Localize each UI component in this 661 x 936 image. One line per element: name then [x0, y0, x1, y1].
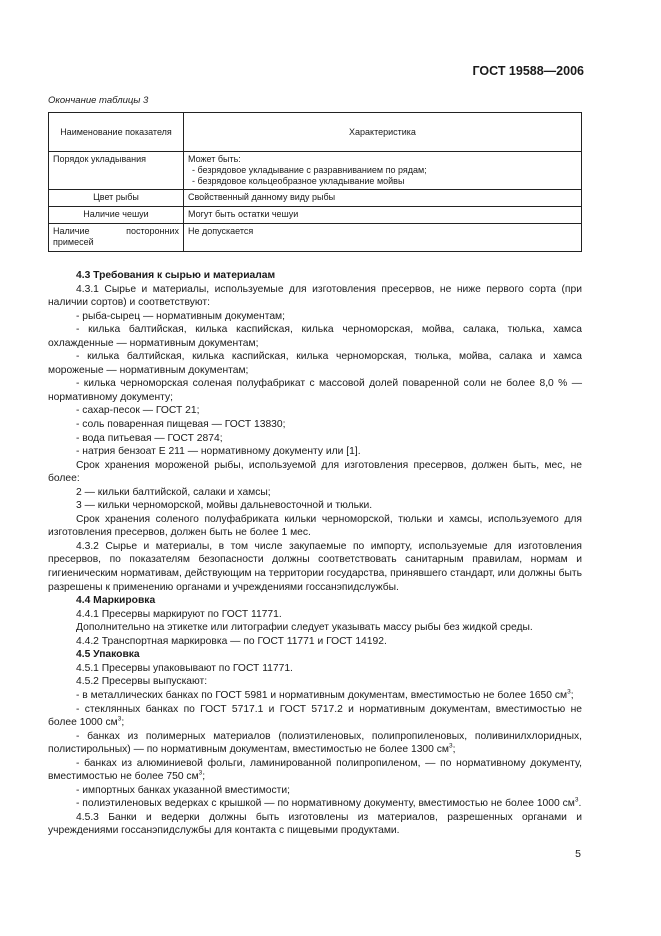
list-item-text: - банках из полимерных материалов (полиэтиленовых, полипропиленовых, поливинилхлоридных, полистирольных) — по нормативным документам, вместимостью не более 1300 см — [48, 730, 582, 756]
row-value-line: - безрядовое кольцеобразное укладывание мойвы — [192, 176, 405, 186]
paragraph: 4.4.2 Транспортная маркировка — по ГОСТ 11771 и ГОСТ 14192. — [76, 635, 387, 647]
standard-designation: ГОСТ 19588—2006 — [472, 64, 584, 78]
superscript: 3 — [448, 742, 453, 750]
list-item: - соль поваренная пищевая — ГОСТ 13830; — [76, 419, 286, 431]
punct: ; — [121, 717, 125, 729]
list-item — [48, 703, 582, 730]
list-item-text: - банках из алюминиевой фольги, ламинированной полипропиленом, — по нормативному документу, вместимостью не более 750 см — [48, 757, 582, 783]
list-item: - килька черноморская соленая полуфабрикат с массовой долей поваренной соли не более 8,0 % — нормативному документу; — [48, 378, 582, 403]
list-item: - килька балтийская, килька каспийская, килька черноморская, тюлька, мойва, салака и хамса мороженые — нормативным документам; — [48, 351, 582, 376]
table-caption: Окончание таблицы 3 — [48, 95, 149, 106]
section-heading: 4.3 Требования к сырью и материалам — [76, 270, 276, 281]
paragraph: 4.3.1 Сырье и материалы, используемые для изготовления пресервов, не ниже первого сорта (при наличии сортов) и соответствуют: — [48, 283, 582, 309]
superscript: 3 — [117, 715, 122, 723]
section-heading: 4.5 Упаковка — [76, 649, 140, 661]
body-text — [48, 269, 582, 838]
list-item: - килька балтийская, килька каспийская, килька черноморская, мойва, салака, тюлька, хамса охлажденные — нормативным документам; — [48, 324, 582, 349]
superscript: 3 — [198, 769, 203, 777]
list-item — [48, 797, 582, 811]
list-item — [48, 689, 582, 703]
row-value-line: - безрядовое укладывание с разравниванием по рядам; — [192, 165, 427, 175]
list-item: 2 — кильки балтийской, салаки и хамсы; — [76, 486, 271, 498]
list-item: - натрия бензоат Е 211 — нормативному документу или [1]. — [76, 446, 361, 458]
row-name: Наличие посторонних примесей — [49, 224, 184, 252]
list-item: - импортных банках указанной вместимости; — [76, 784, 290, 796]
paragraph: 4.4.1 Пресервы маркируют по ГОСТ 11771. — [76, 608, 282, 620]
list-item-text: - в металлических банках по ГОСТ 5981 и нормативным документам, вместимостью не более 1650 см — [76, 689, 568, 701]
col2-header: Характеристика — [184, 113, 582, 152]
paragraph: 4.5.1 Пресервы упаковывают по ГОСТ 11771. — [76, 662, 293, 674]
paragraph: 4.5.3 Банки и ведерки должны быть изготовлены из материалов, разрешенных органами и учреждениями госсанэпидслужбы для контакта с пищевыми продуктами. — [48, 811, 582, 837]
row-value: Могут быть остатки чешуи — [184, 207, 582, 224]
punct: ; — [570, 689, 574, 701]
punct: ; — [202, 771, 206, 783]
paragraph: 4.5.2 Пресервы выпускают: — [76, 676, 208, 688]
col1-header: Наименование показателя — [49, 113, 184, 152]
superscript: 3 — [574, 796, 579, 804]
list-item — [48, 757, 582, 784]
list-item: 3 — кильки черноморской, мойвы дальневосточной и тюльки. — [76, 500, 373, 512]
list-item: - рыба-сырец — нормативным документам; — [76, 310, 285, 322]
row-name: Наличие чешуи — [49, 207, 184, 224]
table-row — [49, 190, 582, 207]
row-value — [184, 152, 582, 190]
list-item — [48, 730, 582, 757]
table-row — [49, 152, 582, 190]
list-item-text: - стеклянных банках по ГОСТ 5717.1 и ГОСТ 5717.2 и нормативным документам, вместимостью не более 1000 см — [48, 703, 582, 729]
punct: . — [578, 798, 582, 810]
row-name: Цвет рыбы — [49, 190, 184, 207]
row-value: Свойственный данному виду рыбы — [184, 190, 582, 207]
punct: ; — [452, 744, 456, 756]
list-item: - сахар-песок — ГОСТ 21; — [76, 405, 200, 417]
paragraph: 4.3.2 Сырье и материалы, в том числе закупаемые по импорту, используемые для изготовления пресервов, по показателям безопасности должны соответствовать санитарным правилам, нормам и гигиеническим нормативам, действующим на территории государства, принявшего стандарт, или должны быть разрешены к применению органами и учреждениями госсанэпидслужбы. — [48, 540, 582, 593]
table-row — [49, 224, 582, 252]
section-heading: 4.4 Маркировка — [76, 595, 156, 607]
row-value-line: Может быть: — [188, 154, 241, 164]
row-name: Порядок укладывания — [49, 152, 184, 190]
spec-table — [48, 112, 582, 252]
list-item: - вода питьевая — ГОСТ 2874; — [76, 432, 223, 444]
row-value: Не допускается — [184, 224, 582, 252]
superscript: 3 — [567, 688, 571, 696]
page-number: 5 — [575, 848, 581, 860]
paragraph: Срок хранения мороженой рыбы, используемой для изготовления пресервов, должен быть, мес, не более: — [48, 459, 582, 485]
table-header-row — [49, 113, 582, 152]
paragraph: Срок хранения соленого полуфабриката кильки черноморской, тюльки и хамсы, используемого для изготовления пресервов, должен быть не более 1 мес. — [48, 513, 582, 539]
list-item-text: - полиэтиленовых ведерках с крышкой — по нормативному документу, вместимостью не более 1000 см — [76, 798, 575, 810]
paragraph: Дополнительно на этикетке или литографии следует указывать массу рыбы без жидкой среды. — [76, 622, 533, 634]
table-row — [49, 207, 582, 224]
